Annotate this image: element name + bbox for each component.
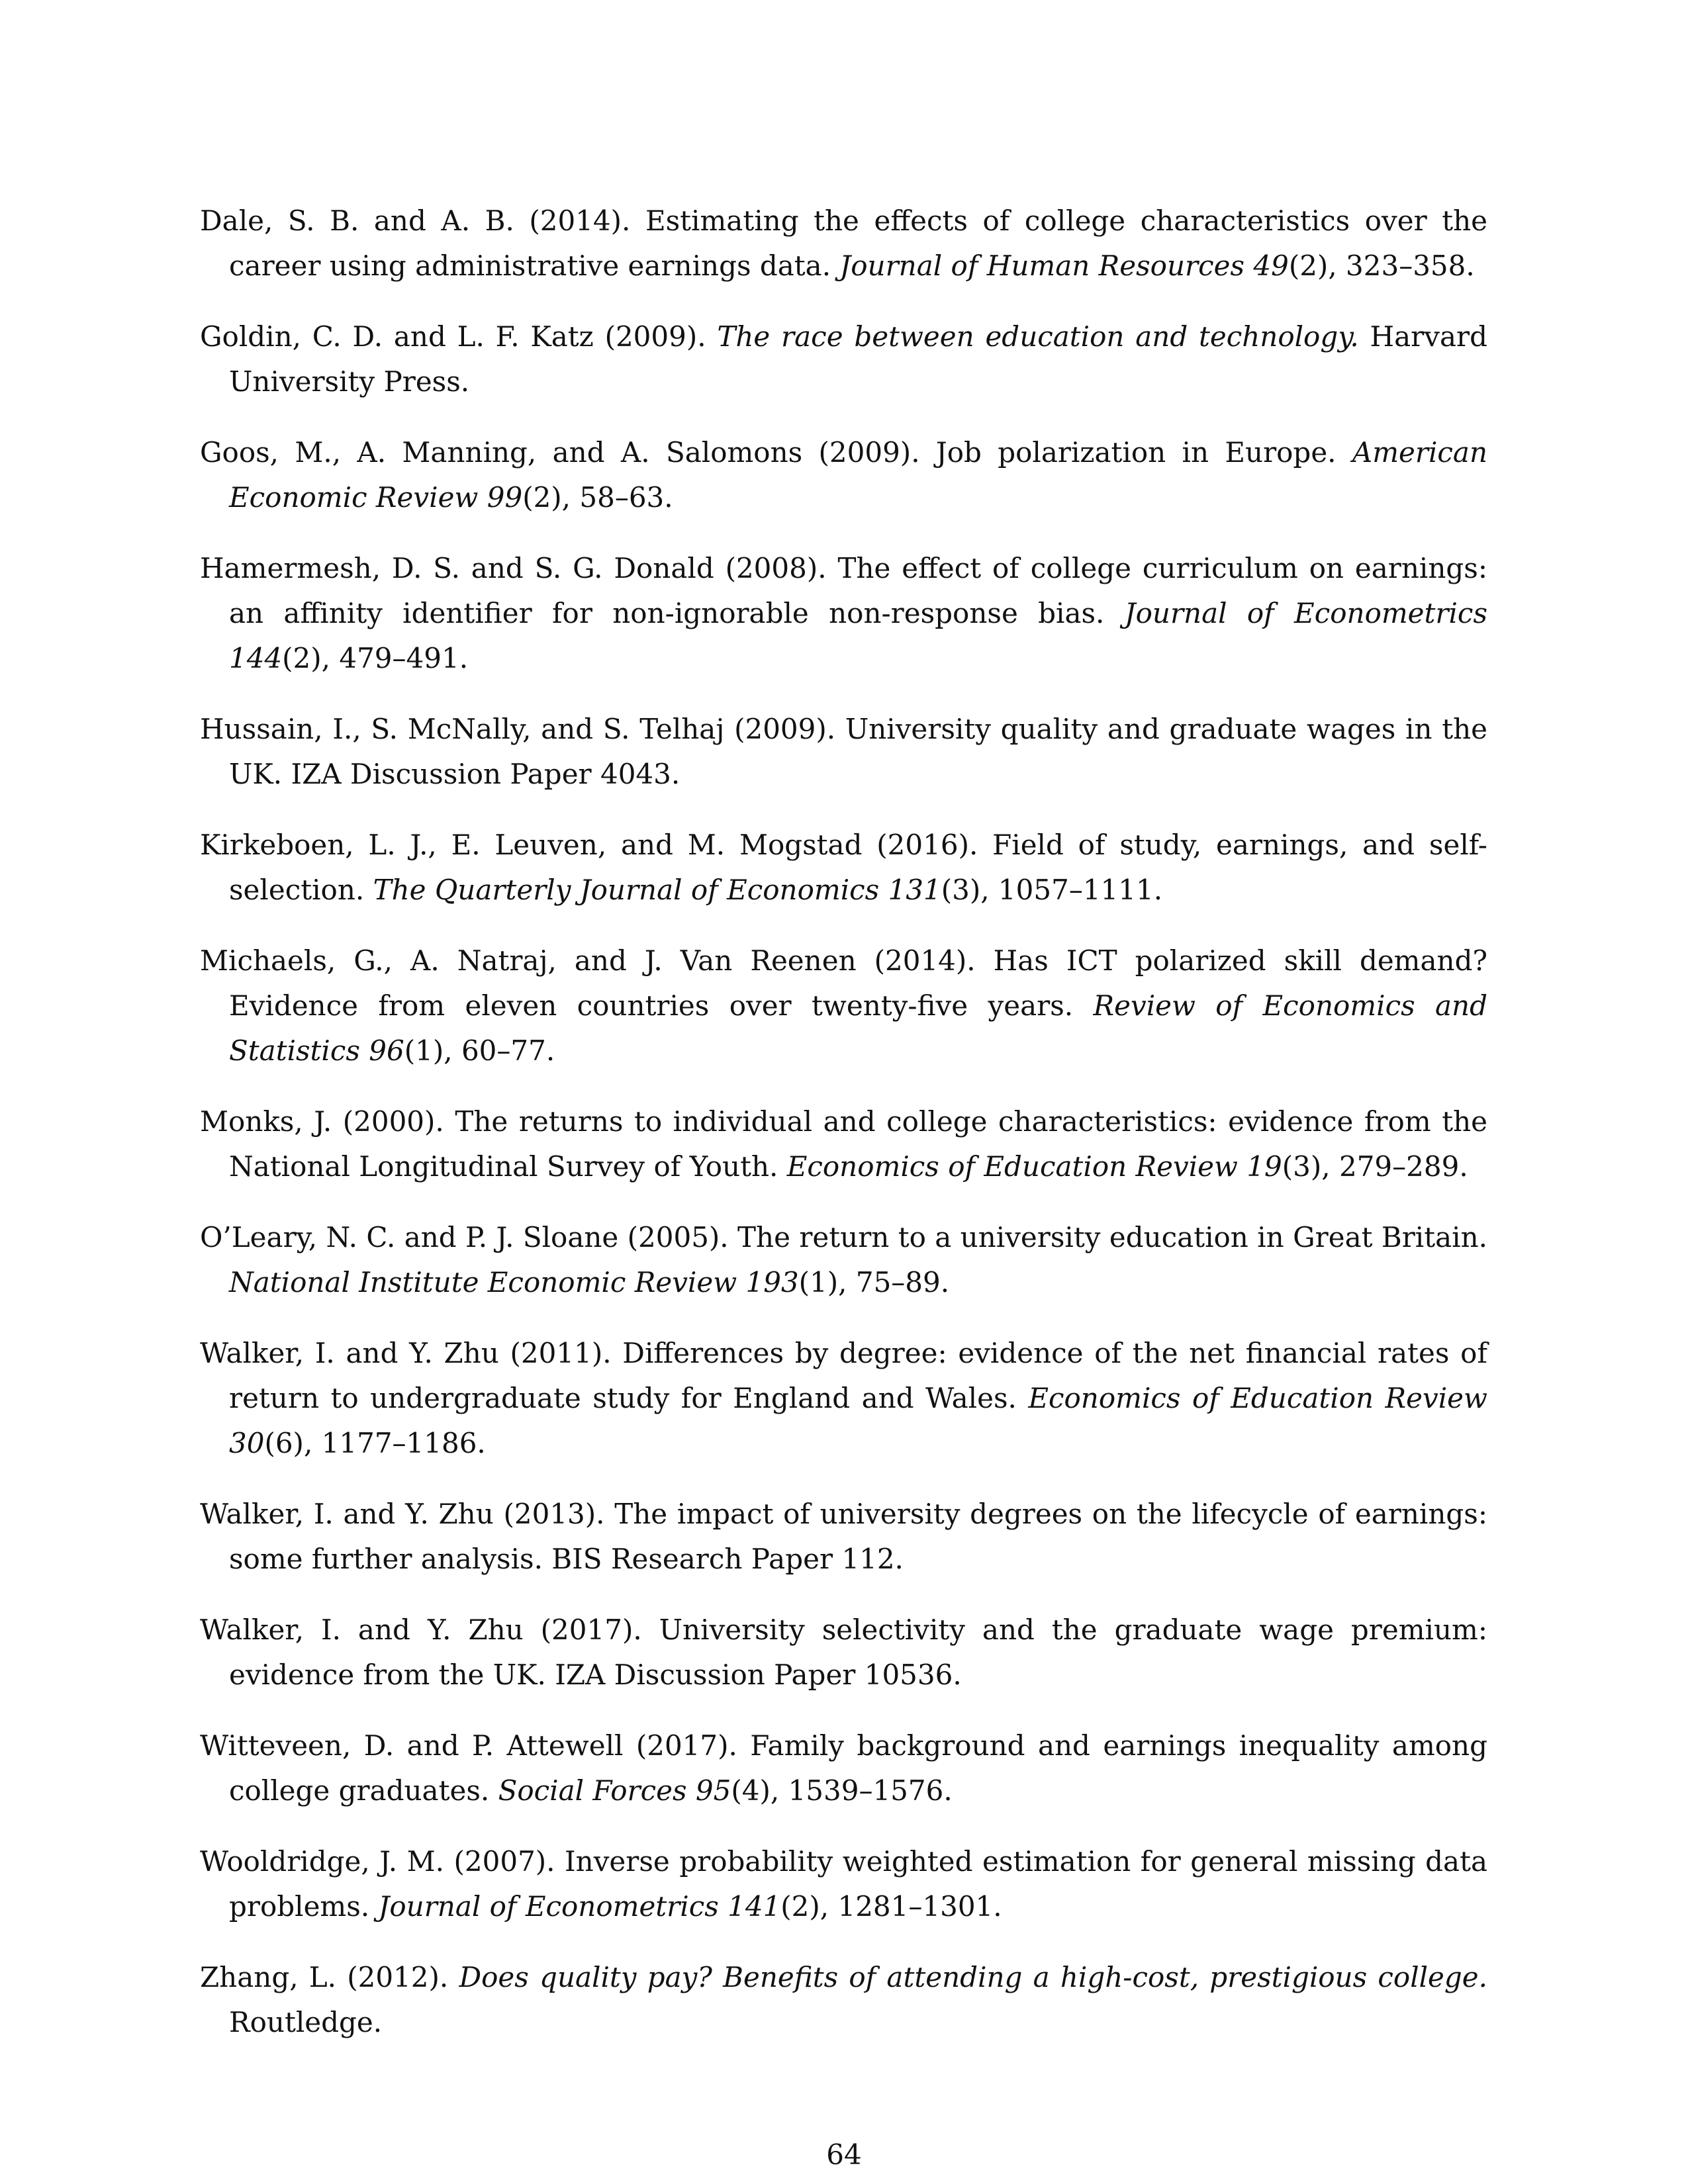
reference-venue: Does quality pay? Benefits of attending a high-cost, prestigious college.	[459, 1961, 1487, 1993]
reference-title: Has ICT polarized skill demand? Evidence from eleven countries over twenty-five years.	[229, 944, 1488, 1022]
reference-venue: Review of Economics and Statistics 96	[229, 989, 1487, 1067]
reference-details: Routledge.	[229, 2006, 383, 2038]
reference-entry	[200, 314, 1487, 404]
reference-entry	[200, 1215, 1487, 1305]
reference-venue: Journal of Econometrics 141	[378, 1890, 781, 1923]
reference-authors: Walker, I. and Y. Zhu (2013).	[200, 1498, 615, 1530]
reference-entry	[200, 1099, 1487, 1189]
page-number: 64	[826, 2138, 862, 2171]
reference-venue: Journal of Econometrics 144	[229, 597, 1488, 674]
reference-authors: Zhang, L. (2012).	[200, 1961, 459, 1993]
reference-entry	[200, 199, 1487, 289]
reference-details: (2), 479–491.	[282, 642, 469, 674]
reference-entry	[200, 823, 1487, 913]
reference-title: The return to a university education in Great Britain.	[737, 1221, 1487, 1253]
reference-entry	[200, 1331, 1487, 1466]
reference-authors: Kirkeboen, L. J., E. Leuven, and M. Mogstad (2016).	[200, 829, 993, 861]
reference-authors: Dale, S. B. and A. B. (2014).	[200, 205, 645, 237]
reference-authors: Goos, M., A. Manning, and A. Salomons (2009).	[200, 436, 936, 469]
reference-title: Estimating the effects of college characteristics over the career using administrative earnings data.	[229, 205, 1487, 282]
reference-venue: Social Forces 95	[498, 1774, 731, 1807]
reference-details: (2), 1281–1301.	[780, 1890, 1002, 1923]
reference-authors: Hamermesh, D. S. and S. G. Donald (2008).	[200, 552, 838, 584]
reference-authors: Michaels, G., A. Natraj, and J. Van Reenen (2014).	[200, 944, 994, 977]
reference-authors: Hussain, I., S. McNally, and S. Telhaj (2009).	[200, 713, 845, 745]
reference-venue: The race between education and technology.	[717, 320, 1359, 353]
reference-list	[200, 199, 1487, 2071]
reference-details: (4), 1539–1576.	[731, 1774, 953, 1807]
reference-title: Job polarization in Europe.	[935, 436, 1352, 469]
reference-authors: Witteveen, D. and P. Attewell (2017).	[200, 1729, 751, 1762]
reference-entry	[200, 546, 1487, 681]
reference-authors: Monks, J. (2000).	[200, 1105, 455, 1138]
reference-title: The returns to individual and college characteristics: evidence from the National Longitudinal Survey of Youth.	[229, 1105, 1487, 1183]
reference-authors: Walker, I. and Y. Zhu (2017).	[200, 1614, 659, 1646]
reference-venue: National Institute Economic Review 193	[229, 1266, 799, 1298]
reference-title: The effect of college curriculum on earnings: an affinity identifier for non-ignorable non-response bias.	[229, 552, 1488, 629]
reference-venue: Journal of Human Resources 49	[839, 250, 1289, 282]
reference-details: (1), 75–89.	[798, 1266, 950, 1298]
reference-venue: Economics of Education Review 30	[229, 1382, 1487, 1459]
reference-details: (6), 1177–1186.	[264, 1427, 486, 1459]
reference-details: Harvard University Press.	[229, 320, 1487, 398]
reference-details: (3), 279–289.	[1282, 1150, 1468, 1183]
reference-entry	[200, 1492, 1487, 1582]
reference-entry	[200, 430, 1487, 520]
reference-details: (2), 323–358.	[1288, 250, 1475, 282]
reference-entry	[200, 1839, 1487, 1929]
reference-entry	[200, 1608, 1487, 1698]
reference-title: Field of study, earnings, and self-selection.	[229, 829, 1487, 906]
reference-title: University quality and graduate wages in the UK. IZA Discussion Paper 4043.	[229, 713, 1487, 790]
reference-authors: Goldin, C. D. and L. F. Katz (2009).	[200, 320, 718, 353]
reference-details: (1), 60–77.	[404, 1034, 555, 1067]
reference-venue: The Quarterly Journal of Economics 131	[373, 874, 941, 906]
reference-entry	[200, 938, 1487, 1073]
reference-venue: American Economic Review 99	[229, 436, 1488, 514]
reference-entry	[200, 707, 1487, 797]
reference-title: University selectivity and the graduate wage premium: evidence from the UK. IZA Discussion Paper 10536.	[229, 1614, 1487, 1691]
reference-title: The impact of university degrees on the lifecycle of earnings: some further analysis. BIS Research Paper 112.	[229, 1498, 1487, 1575]
reference-entry	[200, 1723, 1487, 1813]
reference-authors: Walker, I. and Y. Zhu (2011).	[200, 1337, 623, 1369]
reference-venue: Economics of Education Review 19	[786, 1150, 1282, 1183]
reference-title: Family background and earnings inequality among college graduates.	[229, 1729, 1487, 1807]
reference-entry	[200, 1955, 1487, 2045]
reference-details: (2), 58–63.	[522, 481, 673, 514]
reference-authors: Wooldridge, J. M. (2007).	[200, 1845, 565, 1878]
reference-details: (3), 1057–1111.	[941, 874, 1163, 906]
reference-title: Differences by degree: evidence of the net financial rates of return to undergraduate study for England and Wales.	[229, 1337, 1488, 1414]
reference-title: Inverse probability weighted estimation for general missing data problems.	[229, 1845, 1488, 1923]
reference-authors: O’Leary, N. C. and P. J. Sloane (2005).	[200, 1221, 738, 1253]
